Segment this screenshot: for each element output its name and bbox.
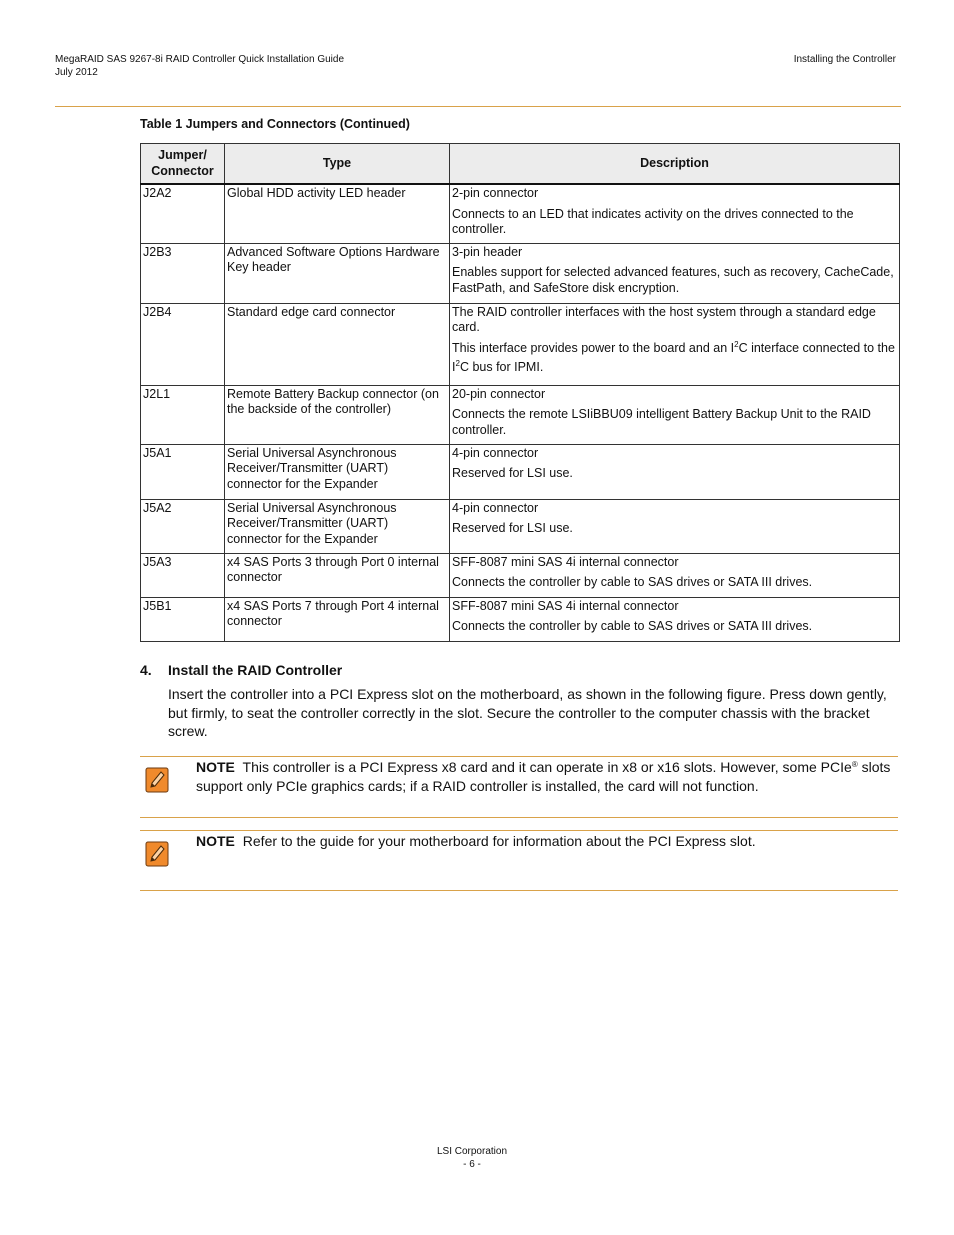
section-title: Installing the Controller xyxy=(793,54,896,65)
cell-description xyxy=(450,303,900,385)
footer-company: LSI Corporation xyxy=(436,1146,508,1157)
table-row xyxy=(141,499,900,553)
desc-line: Connects the controller by cable to SAS drives or SATA III drives. xyxy=(452,575,813,589)
cell-description xyxy=(450,597,900,641)
cell-jumper: J2B4 xyxy=(141,303,225,385)
cell-type: Standard edge card connector xyxy=(225,303,450,385)
cell-description xyxy=(450,184,900,243)
table-row xyxy=(141,444,900,499)
desc-line: Connects to an LED that indicates activity on the drives connected to the controller. xyxy=(452,206,854,236)
header-divider xyxy=(55,106,901,107)
cell-description xyxy=(450,499,900,553)
col-header-jumper-line1: Jumper/ xyxy=(158,148,207,162)
note-fragment: This controller is a PCI Express x8 card and it can operate in x8 or x16 slots. However, some PCIe xyxy=(242,759,852,775)
col-header-description: Description xyxy=(450,144,900,185)
table-row xyxy=(141,597,900,641)
desc-fragment: C bus for IPMI. xyxy=(459,359,544,374)
cell-jumper: J5A3 xyxy=(141,553,225,597)
cell-description xyxy=(450,385,900,444)
desc-line: 20-pin connector xyxy=(452,386,546,401)
desc-line: Connects the remote LSIiBBU09 intelligent Battery Backup Unit to the RAID controller. xyxy=(452,407,871,437)
note-label: NOTE xyxy=(196,759,235,775)
desc-fragment: C interface connected to the I xyxy=(452,340,895,374)
superscript: 2 xyxy=(734,339,739,349)
cell-jumper: J5A1 xyxy=(141,444,225,499)
table-row xyxy=(141,303,900,385)
cell-type: x4 SAS Ports 7 through Port 4 internal connector xyxy=(225,597,450,641)
cell-type: Serial Universal Asynchronous Receiver/Transmitter (UART) connector for the Expander xyxy=(225,444,450,499)
desc-line xyxy=(452,339,896,377)
running-header-left xyxy=(55,53,344,79)
registered-mark: ® xyxy=(851,760,858,769)
step-title: Install the RAID Controller xyxy=(168,662,343,678)
desc-fragment: This interface provides power to the board and an I xyxy=(452,340,735,355)
col-header-jumper-line2: Connector xyxy=(151,163,214,178)
cell-description xyxy=(450,444,900,499)
table-row xyxy=(141,243,900,303)
pencil-note-icon xyxy=(145,767,169,793)
page-footer xyxy=(0,1146,944,1171)
note-label: NOTE xyxy=(196,833,235,849)
cell-type: x4 SAS Ports 3 through Port 0 internal connector xyxy=(225,553,450,597)
cell-jumper: J2A2 xyxy=(141,184,225,243)
desc-line: 4-pin connector xyxy=(452,500,539,515)
cell-description xyxy=(450,553,900,597)
desc-line: 4-pin connector xyxy=(452,445,539,460)
doc-date: July 2012 xyxy=(55,67,98,78)
cell-jumper: J2B3 xyxy=(141,243,225,303)
table-row xyxy=(141,553,900,597)
note-fragment: slots support only PCIe graphics cards; if a RAID controller is installed, the card will not function. xyxy=(196,759,891,794)
note-text xyxy=(196,758,894,795)
desc-line: 2-pin connector xyxy=(452,186,539,200)
cell-jumper: J2L1 xyxy=(141,385,225,444)
desc-line: Connects the controller by cable to SAS drives or SATA III drives. xyxy=(452,619,813,633)
cell-type: Global HDD activity LED header xyxy=(225,184,450,243)
desc-line: Enables support for selected advanced features, such as recovery, CacheCade, FastPath, and SafeStore disk encryption. xyxy=(452,265,894,295)
col-header-jumper xyxy=(141,144,225,185)
desc-line: SFF-8087 mini SAS 4i internal connector xyxy=(452,598,679,613)
desc-line: Reserved for LSI use. xyxy=(452,521,573,535)
step-heading xyxy=(140,662,342,678)
desc-line: Reserved for LSI use. xyxy=(452,466,573,480)
jumpers-table xyxy=(140,143,900,642)
note-fragment: Refer to the guide for your motherboard for information about the PCI Express slot. xyxy=(242,833,756,849)
note-text xyxy=(196,832,894,851)
cell-type: Remote Battery Backup connector (on the backside of the controller) xyxy=(225,385,450,444)
desc-line: The RAID controller interfaces with the host system through a standard edge card. xyxy=(452,304,876,334)
cell-type: Serial Universal Asynchronous Receiver/Transmitter (UART) connector for the Expander xyxy=(225,499,450,553)
table-row xyxy=(141,385,900,444)
desc-line: 3-pin header xyxy=(452,244,523,259)
cell-description xyxy=(450,243,900,303)
cell-type: Advanced Software Options Hardware Key header xyxy=(225,243,450,303)
cell-jumper: J5A2 xyxy=(141,499,225,553)
table-caption: Table 1 Jumpers and Connectors (Continued) xyxy=(140,117,410,131)
col-header-type: Type xyxy=(225,144,450,185)
desc-line: SFF-8087 mini SAS 4i internal connector xyxy=(452,554,679,569)
table-row xyxy=(141,184,900,243)
doc-title: MegaRAID SAS 9267-8i RAID Controller Quick Installation Guide xyxy=(55,54,345,65)
superscript: 2 xyxy=(455,358,460,368)
table-header-row xyxy=(141,144,900,185)
step-number: 4. xyxy=(140,662,152,678)
note-box xyxy=(140,830,898,891)
page-number: - 6 - xyxy=(463,1158,481,1170)
note-box xyxy=(140,756,898,818)
pencil-note-icon xyxy=(145,841,169,867)
cell-jumper: J5B1 xyxy=(141,597,225,641)
step-body: Insert the controller into a PCI Express slot on the motherboard, as shown in the following figure. Press down gently, but firmly, to seat the controller correctly in the slot. Secure the controller to the computer chassis with the bracket screw. xyxy=(168,686,887,739)
